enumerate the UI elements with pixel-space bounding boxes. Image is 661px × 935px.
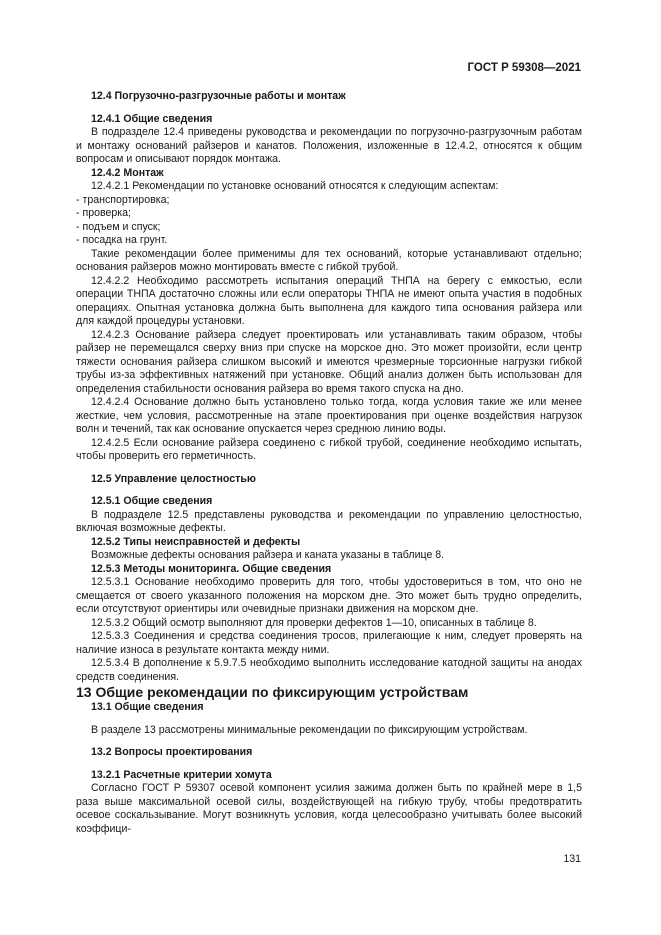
document-code: ГОСТ Р 59308—2021: [467, 62, 581, 74]
list-item: - транспортировка;: [76, 193, 170, 206]
paragraph: 12.5.3.4 В дополнение к 5.9.7.5 необходимо выполнить исследование катодной защиты на анодах средств соединения.: [76, 657, 582, 683]
paragraph: 12.5.3.3 Соединения и средства соединения тросов, прилегающие к ним, следует проверять на наличие износа в результате контакта между ними.: [76, 630, 582, 656]
list-item: - проверка;: [76, 207, 131, 219]
heading-12-5-3: 12.5.3 Методы мониторинга. Общие сведения: [91, 562, 332, 575]
paragraph: 12.4.2.4 Основание должно быть установлено только тогда, когда условия такие же или менее жесткие, чем условия, рассмотренные на этапе проектирования при оценке воздействия нагрузок волн и течений, так как основание опускается через среднюю линию воды.: [76, 396, 582, 435]
heading-12-4-2: 12.4.2 Монтаж: [91, 166, 164, 179]
heading-13-1: 13.1 Общие сведения: [91, 701, 204, 713]
paragraph: Возможные дефекты основания райзера и каната указаны в таблице 8.: [91, 549, 445, 561]
heading-13-2: 13.2 Вопросы проектирования: [91, 746, 253, 758]
paragraph: 12.5.3.2 Общий осмотр выполняют для проверки дефектов 1—10, описанных в таблице 8.: [91, 616, 537, 629]
section-12-5-title: 12.5 Управление целостностью: [91, 472, 256, 485]
paragraph: 12.4.2.5 Если основание райзера соединено с гибкой трубой, соединение необходимо испытать, чтобы проверить его герметичность.: [76, 436, 582, 462]
heading-12-5-1: 12.5.1 Общие сведения: [91, 495, 213, 507]
paragraph: Такие рекомендации более применимы для тех оснований, которые устанавливают отдельно; основания райзеров можно монтировать вместе с гибкой трубой.: [76, 247, 582, 273]
paragraph: В подразделе 12.4 приведены руководства и рекомендации по погрузочно-разгрузочным работам и монтажу оснований райзеров и канатов. Положения, изложенные в 12.4.2, относятся к общим вопросам и описывают порядок монтажа.: [76, 126, 582, 165]
heading-12-4-1: 12.4.1 Общие сведения: [91, 112, 213, 125]
list-item: - подъем и спуск;: [76, 220, 161, 233]
paragraph: 12.5.3.1 Основание необходимо проверить для того, чтобы удостовериться в том, что оно не смещается от своего указанного положения на морском дне. Это может быть трудно определить, если отсутствуют ориентиры или очевидные признаки движения на морском дне.: [76, 576, 582, 615]
paragraph: 12.4.2.1 Рекомендации по установке оснований относятся к следующим аспектам:: [91, 180, 499, 192]
paragraph: 12.4.2.2 Необходимо рассмотреть испытания операций ТНПА на берегу с емкостью, если операции ТНПА достаточно сложны или если операторы ТНПА не имеют опыта участия в подобных операциях. Опытная установка должна быть выполнена для каждого типа основания райзера или для каждой процедуры установки.: [76, 274, 582, 327]
page-content: [76, 90, 582, 836]
section-12-4-title: 12.4 Погрузочно-разгрузочные работы и монтаж: [91, 90, 346, 102]
paragraph: 12.4.2.3 Основание райзера следует проектировать или устанавливать таким образом, чтобы райзер не перемещался сверху вниз при спуске на морское дно. Это может произойти, если центр тяжести основания райзера слишком высокий и имеются чрезмерные торсионные нагрузки гибкой трубы из-за эффективных натяжений при установке. Общий анализ должен быть использован для определения стабильности основания райзера во время такого спуска на дно.: [76, 328, 582, 395]
paragraph: В разделе 13 рассмотрены минимальные рекомендации по фиксирующим устройствам.: [91, 723, 528, 736]
section-13-title: 13 Общие рекомендации по фиксирующим устройствам: [76, 684, 469, 700]
paragraph: В подразделе 12.5 представлены руководства и рекомендации по управлению целостностью, включая возможные дефекты.: [76, 508, 582, 534]
list-item: - посадка на грунт.: [76, 234, 168, 246]
heading-13-2-1: 13.2.1 Расчетные критерии хомута: [91, 768, 272, 781]
page-number: 131: [563, 853, 581, 865]
heading-12-5-2: 12.5.2 Типы неисправностей и дефекты: [91, 535, 301, 548]
paragraph: Согласно ГОСТ Р 59307 осевой компонент усилия зажима должен быть по крайней мере в 1,5 раза выше максимальной осевой силы, воздействующей на гибкую трубу, чтобы предотвратить осевое соскальзывание. Могут возникнуть условия, когда целесообразно учитывать более высокий коэффици-: [76, 782, 582, 835]
